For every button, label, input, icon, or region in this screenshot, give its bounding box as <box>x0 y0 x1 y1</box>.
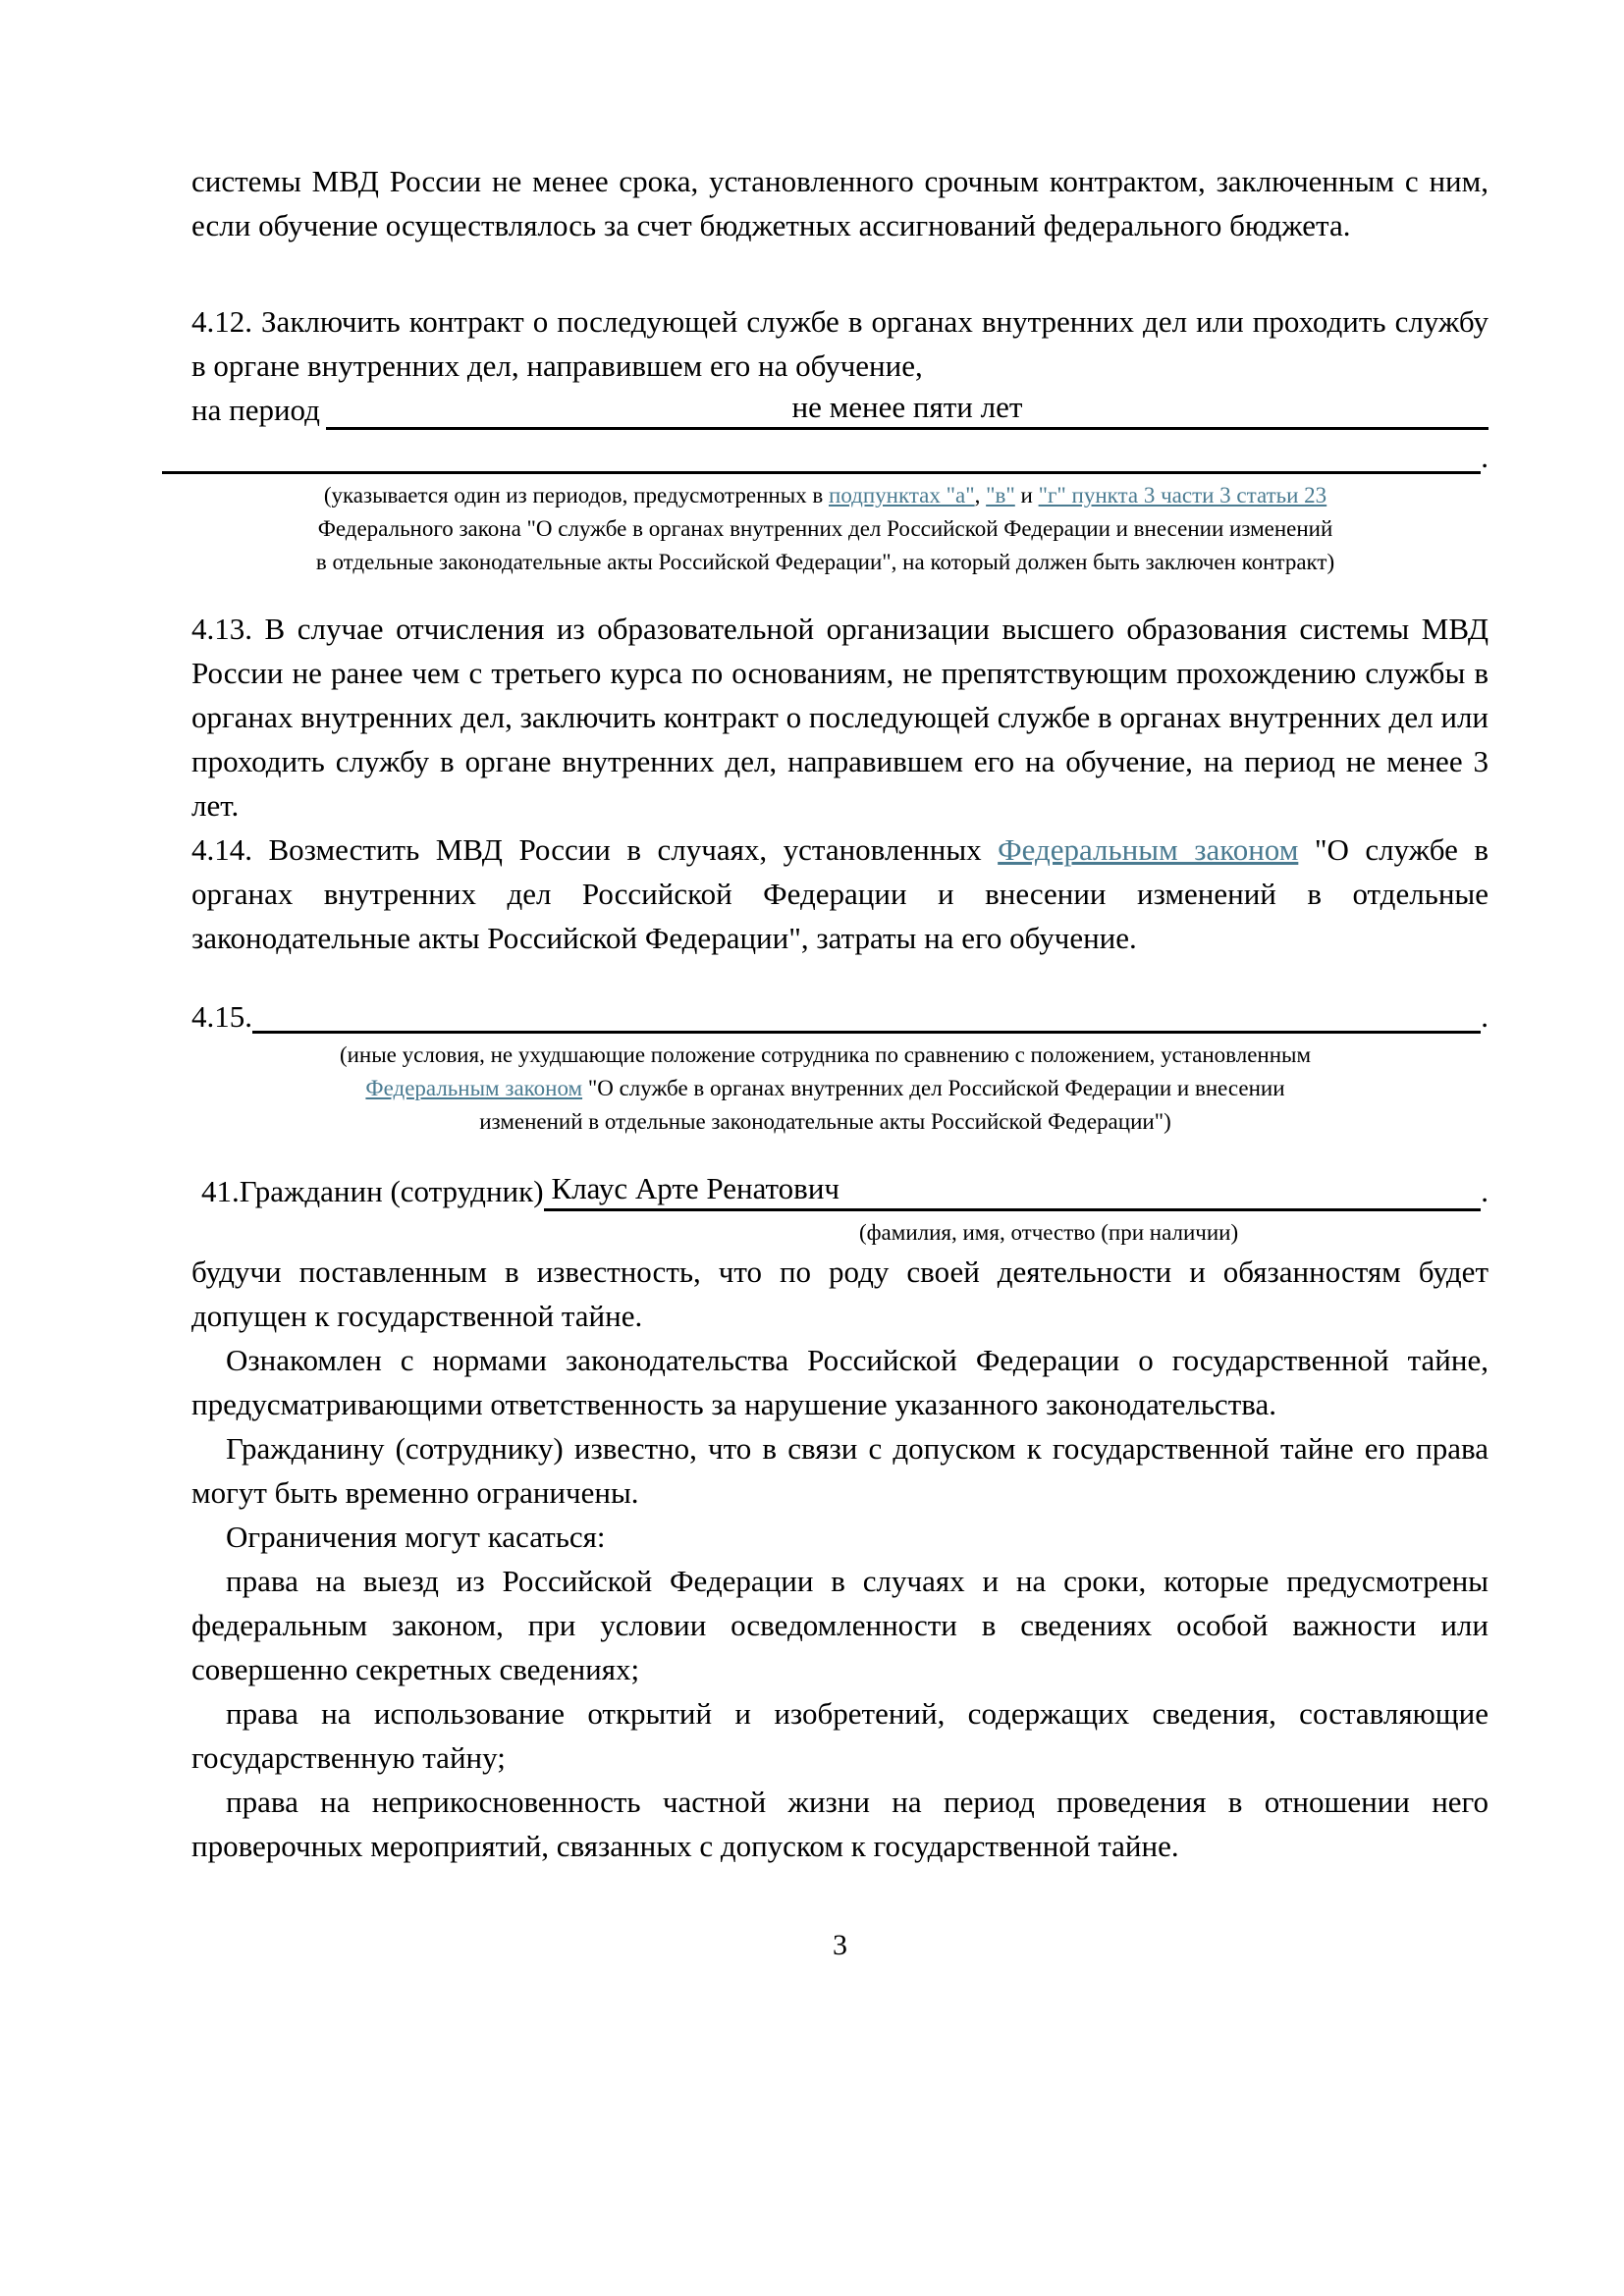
note-4-15-line1: (иные условия, не ухудшающие положение сотрудника по сравнению с положением, установленным <box>339 1042 1312 1067</box>
body-paragraph-7: права на неприкосновенность частной жизни на период проведения в отношении него проверочных мероприятий, связанных с допуском к государственной тайне. <box>191 1785 1489 1863</box>
body-paragraph-3: Гражданину (сотруднику) известно, что в связи с допуском к государственной тайне его права могут быть временно ограничены. <box>191 1431 1489 1510</box>
paragraph-4-15-label: 4.15. <box>191 999 252 1034</box>
citizen-name-field: Клаус Арте Ренатович <box>544 1169 1482 1211</box>
link-federal-law[interactable]: Федеральным законом <box>998 832 1299 867</box>
paragraph-4-14: 4.14. Возместить МВД России в случаях, установленных Федеральным законом "О службе в органах внутренних дел Российской Федерации и внесении изменений в отдельные законодательные акты Российской Федерации", затраты на его обучение. <box>191 832 1489 955</box>
period-label: на период <box>191 393 320 427</box>
body-paragraph-4: Ограничения могут касаться: <box>226 1520 606 1554</box>
period-blank-row-2 <box>162 435 1489 479</box>
intro-paragraph: системы МВД России не менее срока, установленного срочным контрактом, заключенным с ним, если обучение осуществлялось за счет бюджетных ассигнований федерального бюджета. <box>191 164 1489 242</box>
period-blank-field-2 <box>162 435 1481 474</box>
body-paragraph-2: Ознакомлен с нормами законодательства Российской Федерации о государственной тайне, предусматривающими ответственность за нарушение указанного законодательства. <box>191 1343 1489 1421</box>
paragraph-4-15-terminator: . <box>1481 999 1489 1034</box>
link-subparagraph-a[interactable]: подпунктах "а" <box>829 483 975 507</box>
other-conditions-blank-field <box>252 994 1481 1034</box>
paragraph-4-13: 4.13. В случае отчисления из образовательной организации высшего образования системы МВД России не ранее чем с третьего курса по основаниям, не препятствующим прохождению службы в органах внутренних дел, заключить контракт о последующей службе в органах внутренних дел или проходить службу в органе внутренних дел, направившем его на обучение, на период не менее 3 лет. <box>191 612 1489 823</box>
note-4-15 <box>157 1039 1493 1139</box>
link-federal-law-note[interactable]: Федеральным законом <box>365 1076 583 1100</box>
note-4-15-line3: изменений в отдельные законодательные акты Российской Федерации") <box>479 1109 1171 1134</box>
note-4-12 <box>157 479 1493 579</box>
period-terminator: . <box>1481 440 1489 474</box>
paragraph-4-15-row <box>191 994 1489 1039</box>
link-subparagraph-v[interactable]: "в" <box>986 483 1015 507</box>
citizen-label: 41.Гражданин (сотрудник) <box>201 1174 544 1208</box>
paragraph-41-row <box>191 1169 1489 1216</box>
body-paragraph-1: будучи поставленным в известность, что по роду своей деятельности и обязанностям будет допущен к государственной тайне. <box>191 1255 1489 1333</box>
note-4-15-line2: Федеральным законом "О службе в органах внутренних дел Российской Федерации и внесении <box>365 1076 1285 1100</box>
note-4-12-line1: (указывается один из периодов, предусмотренных в подпунктах "а", "в" и "г" пункта 3 части 3 статьи 23 <box>323 483 1327 507</box>
page-number: 3 <box>833 1929 847 1961</box>
note-4-12-line2: Федерального закона "О службе в органах внутренних дел Российской Федерации и внесении изменений <box>317 516 1333 541</box>
link-subparagraph-g-article-23[interactable]: "г" пункта 3 части 3 статьи 23 <box>1038 483 1327 507</box>
fio-note: (фамилия, имя, отчество (при наличии) <box>859 1220 1239 1245</box>
note-4-12-line3: в отдельные законодательные акты Российской Федерации", на который должен быть заключен контракт) <box>315 550 1335 574</box>
period-blank-field: не менее пяти лет <box>326 388 1489 430</box>
paragraph-4-12: 4.12. Заключить контракт о последующей службе в органах внутренних дел или проходить службу в органе внутренних дел, направившем его на обучение, <box>191 304 1489 383</box>
paragraph-41-terminator: . <box>1481 1174 1489 1208</box>
body-paragraph-5: права на выезд из Российской Федерации в случаях и на сроки, которые предусмотрены федеральным законом, при условии осведомленности в сведениях особой важности или совершенно секретных сведениях; <box>191 1564 1489 1686</box>
period-blank-row <box>191 388 1489 435</box>
body-paragraph-6: права на использование открытий и изобретений, содержащих сведения, составляющие государственную тайну; <box>191 1696 1489 1775</box>
